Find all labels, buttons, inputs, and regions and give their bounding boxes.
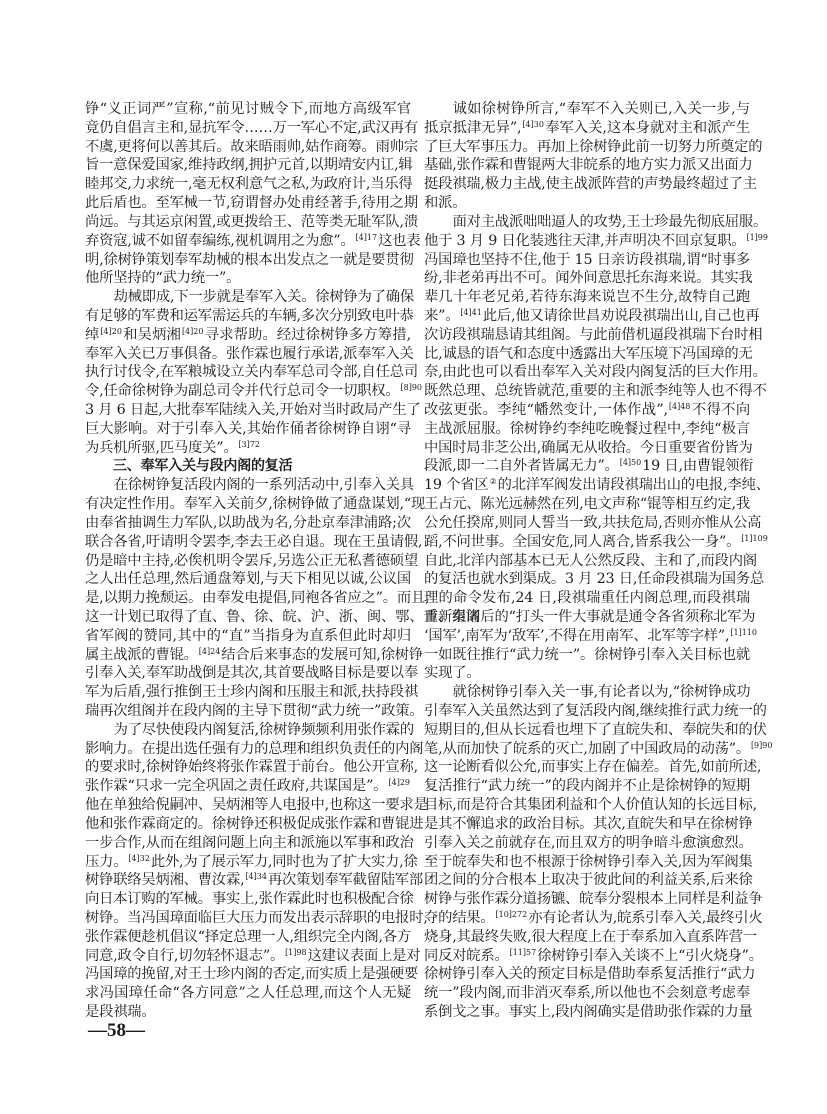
- text-segment: 三、奉军入关与段内阁的复活: [113, 458, 293, 475]
- text-line: [424, 138, 763, 157]
- citation-superscript: [1]99: [746, 232, 768, 242]
- text-line: [424, 288, 750, 307]
- citation-superscript: [4]30: [522, 119, 544, 129]
- text-segment: 再次策划奉军截留陆军部: [267, 872, 424, 889]
- text-line: [424, 646, 750, 665]
- text-line: [424, 1003, 753, 1022]
- text-segment: 王占元、陈光远赫然在列,电文声称“锟等相互约定,我: [424, 496, 750, 513]
- text-segment: 睦邦交,力求统一,毫无权利意气之私,为政府计,当乐得: [85, 176, 413, 193]
- text-line: [424, 834, 753, 853]
- text-line: [85, 909, 428, 928]
- text-segment: 此后盾也。至军械一节,窃谓督办处甫经著手,待用之期: [85, 195, 418, 212]
- text-segment: 统一”段内阁,而非消灭奉系,所以他也不会刻意考虑奉: [424, 985, 750, 1002]
- text-segment: 树铮。当冯国璋面临巨大压力而发出表示辞职的电报时,: [85, 909, 428, 926]
- text-segment: 挺段祺瑞,极力主战,使主战派阵营的声势最终超过了主: [424, 176, 757, 193]
- citation-superscript: [11]57: [509, 947, 537, 957]
- text-segment: 奉军入关,这本身就对主和派产生: [544, 119, 750, 136]
- text-segment: 就徐树铮引奉入关一事,有论者以为,“徐树铮成功: [452, 684, 751, 701]
- text-line: [85, 853, 418, 872]
- text-line: [85, 382, 422, 401]
- text-line: [85, 138, 418, 157]
- citation-superscript: [4]20: [100, 326, 122, 336]
- text-line: [85, 947, 421, 966]
- text-segment: 此外,为了展示军力,同时也为了扩大实力,徐: [150, 853, 418, 870]
- text-line: [424, 608, 756, 627]
- text-line: [85, 533, 423, 552]
- right-column: [424, 100, 773, 1022]
- text-line: [85, 834, 414, 853]
- text-segment: 基础,张作霖和曹锟两大非皖系的地方实力派又出面力: [424, 157, 753, 174]
- text-segment: 19 个省区: [424, 477, 489, 494]
- text-line: [85, 213, 418, 232]
- text-line: [85, 740, 424, 759]
- text-line: [85, 570, 411, 589]
- text-line: [85, 119, 418, 138]
- text-line: [424, 439, 753, 458]
- text-line: [424, 232, 768, 251]
- section-heading: [85, 457, 411, 476]
- text-segment: 系倒戈之事。事实上,段内阁确实是借助张作霖的力量: [424, 1004, 753, 1020]
- citation-superscript: [4]20: [181, 326, 204, 336]
- text-segment: 一如既往推行“武力统一”。徐树铮引奉入关目标也就: [424, 646, 750, 663]
- text-line: [424, 815, 753, 834]
- text-line: [424, 533, 768, 552]
- text-line: [85, 646, 423, 665]
- text-segment: 绰: [85, 326, 100, 343]
- text-line: [85, 815, 424, 834]
- text-line: [85, 777, 411, 796]
- text-segment: 由奉省抽调生力军队,以助战为名,分赴京奉津浦路;次: [85, 514, 411, 531]
- text-line: [424, 796, 757, 815]
- text-segment: 蹈,不问世事。全国安危,同人离合,皆系我公一身”。: [424, 533, 741, 550]
- text-line: [424, 251, 750, 270]
- text-line: [424, 326, 763, 345]
- citation-superscript: [4]48: [668, 402, 691, 411]
- text-line: [85, 702, 424, 721]
- text-segment: 纷,非老弟再出不可。闻外间意思托东海来说。其实我: [424, 270, 753, 287]
- text-segment: 目标,而是符合其集团利益和个人价值认知的长远目标,: [424, 797, 757, 814]
- text-line: [424, 156, 753, 175]
- text-segment: 巨大影响。对于引奉入关,其始作俑者徐树铮自诩“寻: [85, 420, 411, 437]
- text-line: [85, 420, 411, 439]
- text-segment: 令,任命徐树铮为副总司令并代行总司令一切职权。: [85, 383, 400, 400]
- text-line: [424, 213, 768, 232]
- text-segment: 诚如徐树铮所言,“奉军不入关则已,入关一步,与: [452, 101, 750, 117]
- text-segment: 属主战派的曹锟。: [85, 646, 198, 663]
- text-line: [424, 476, 770, 495]
- text-segment: 至于皖奉失和也不根源于徐树铮引奉入关,因为军阀集: [424, 853, 753, 870]
- citation-superscript: [10]272: [495, 909, 528, 919]
- citation-superscript: [1]109: [741, 533, 768, 543]
- text-segment: 他和张作霖商定的。徐树铮还积极促成张作霖和曹锟进: [85, 815, 424, 832]
- text-line: [85, 1003, 411, 1022]
- text-segment: 求冯国璋任命“各方同意”之人任总理,而这个人无疑: [85, 985, 411, 1002]
- text-line: [85, 871, 424, 890]
- text-line: [85, 495, 426, 514]
- text-line: [424, 457, 754, 476]
- text-segment: 奈,由此也可以看出奉军入关对段内阁复活的巨大作用。: [424, 364, 767, 381]
- text-line: [85, 683, 418, 702]
- text-line: [85, 514, 411, 533]
- text-line: [85, 100, 411, 119]
- citation-superscript: [4]24: [198, 646, 221, 656]
- text-segment: 不得不向: [691, 402, 750, 418]
- text-line: [424, 928, 757, 947]
- text-line: [424, 175, 757, 194]
- text-line: [424, 570, 765, 589]
- text-segment: 是,以期力挽颓运。由奉发电提倡,同袍各省应之”。而且,: [85, 590, 430, 607]
- text-line: [424, 758, 762, 777]
- text-segment: 这一论断看似公允,而事实上存在偏差。首先,如前所述,: [424, 759, 762, 776]
- text-segment: 抵京抵津无异”,: [424, 119, 522, 136]
- text-line: [424, 664, 750, 683]
- text-segment: ‘国军’,南军为‘敌军’,不得在用南军、北军等字样”,: [424, 627, 730, 644]
- text-segment: 徐树铮引奉入关谈不上“引火烧身”。: [537, 947, 763, 964]
- text-segment: 为了尽快使段内阁复活,徐树铮频频利用张作霖的: [113, 721, 414, 738]
- text-segment: 复活推行“武力统一”的段内阁并不止是徐树铮的短期: [424, 778, 750, 795]
- text-segment: 军为后盾,强行推倒王士珍内阁和压服主和派,扶持段祺: [85, 684, 418, 701]
- text-segment: 铮“义正词严”宣称,“前见讨贼令下,而地方高级军官: [85, 101, 411, 117]
- text-segment: 不虞,更将何以善其后。故来晤雨帅,姑作商筹。雨帅宗: [85, 138, 418, 155]
- text-segment: 的要求时,徐树铮始终将张作霖置于前台。他公开宣称,: [85, 759, 418, 776]
- text-segment: 中国时局非芝公出,确属无从收拾。今日重要省份皆为: [424, 439, 753, 456]
- text-line: [424, 683, 750, 702]
- text-segment: 既然总理、总统皆就范,重要的主和派李纯等人也不得不: [424, 383, 767, 400]
- text-segment: 影响力。在提出选任强有力的总理和组织负责任的内阁: [85, 740, 424, 757]
- citation-superscript: [4]32: [128, 853, 150, 863]
- text-segment: 省军阀的赞同,其中的“直”当指身为直系但此时却归: [85, 627, 411, 644]
- text-line: [85, 194, 418, 213]
- text-line: [424, 194, 750, 213]
- text-segment: 他在单独给倪嗣冲、吴炳湘等人电报中,也称这一要求是: [85, 797, 428, 814]
- citation-superscript: [9]90: [750, 740, 773, 750]
- text-line: [424, 984, 750, 1003]
- text-segment: 这也表: [378, 232, 421, 249]
- text-line: [424, 627, 757, 646]
- text-segment: 同意,政令自行,切勿轻怀退志”。: [85, 947, 285, 964]
- text-segment: 张作霖便趁机倡议“择定总理一人,组织完全内阁,各方: [85, 928, 411, 945]
- text-line: [85, 476, 414, 495]
- text-line: [424, 890, 763, 909]
- text-segment: 短期目的,但从长远看也埋下了直皖失和、奉皖失和的伏: [424, 721, 767, 738]
- text-line: [424, 100, 750, 119]
- text-line: [85, 307, 414, 326]
- text-segment: 明,徐树铮策划奉军劫械的根本出发点之一就是要贯彻: [85, 251, 414, 268]
- text-segment: 竟仍自倡言主和,显抗军令……万一军心不定,武汉再有: [85, 119, 418, 136]
- text-segment: 19 日,由曹锟领衔: [642, 458, 754, 475]
- text-segment: 联合各省,吁请明令罢李,李去王必自退。现在王虽请假,: [85, 533, 423, 550]
- citation-superscript: [4]50: [619, 458, 642, 468]
- text-line: [85, 345, 414, 364]
- text-segment: 主战派屈服。徐树铮约李纯吃晚餐过程中,李纯“极言: [424, 420, 750, 437]
- text-segment: 有决定性作用。奉军入关前夕,徐树铮做了通盘谋划,“现: [85, 496, 426, 513]
- text-line: [424, 269, 753, 288]
- text-line: [424, 420, 750, 439]
- text-line: [424, 363, 767, 382]
- text-segment: 辈几十年老兄弟,若待东海来说岂不生分,故特自己跑: [424, 289, 750, 306]
- text-line: [85, 156, 411, 175]
- text-line: [85, 664, 418, 683]
- text-segment: 是其不懈追求的政治目标。其次,直皖失和早在徐树铮: [424, 815, 753, 832]
- text-segment: 有足够的军费和运军需运兵的车辆,多次分别致电叶恭: [85, 307, 414, 324]
- text-line: [85, 721, 414, 740]
- text-segment: 团之间的分合根本上取决于彼此间的利益关系,后来徐: [424, 872, 753, 889]
- text-line: [424, 740, 773, 759]
- text-line: [85, 269, 411, 288]
- text-segment: 笔,从而加快了皖系的灭亡,加剧了中国政局的动荡”。: [424, 740, 750, 757]
- text-line: [85, 175, 411, 194]
- text-line: [85, 589, 430, 608]
- text-segment: 改弦更张。李纯“幡然变计,一体作战”,: [424, 402, 668, 418]
- text-line: [85, 326, 411, 345]
- text-segment: 是段祺瑞。: [85, 1004, 156, 1020]
- text-segment: 他所坚持的“武力统一”。: [85, 270, 241, 287]
- text-line: [85, 758, 418, 777]
- text-segment: 向日本订购的军械。事实上,张作霖此时也积极配合徐: [85, 891, 414, 908]
- text-line: [85, 984, 411, 1003]
- text-line: [85, 608, 480, 627]
- citation-superscript: [4]17: [355, 232, 378, 242]
- text-segment: 面对主战派咄咄逼人的攻势,王士珍最先彻底屈服。: [452, 213, 768, 230]
- text-segment: 了巨大军事压力。再加上徐树铮此前一切努力所奠定的: [424, 138, 763, 155]
- text-line: [85, 439, 411, 458]
- text-segment: 重新组阁后的“打头一件大事就是通令各省须称北军为: [424, 608, 756, 625]
- text-segment: 来”。: [424, 307, 460, 324]
- citation-superscript: [3]72: [238, 439, 260, 449]
- text-segment: 此后,他又请徐世昌劝说段祺瑞出山,自己也再: [482, 307, 760, 324]
- text-segment: 公允任揆席,则同人誓当一致,共扶危局,否则亦惟从公高: [424, 514, 762, 531]
- text-segment: 他于 3 月 9 日化装逃往天津,并声明决不回京复职。: [424, 232, 746, 249]
- text-line: [85, 288, 414, 307]
- text-segment: 在徐树铮复活段内阁的一系列活动中,引奉入关具: [113, 477, 414, 494]
- text-segment: 的北洋军阀发出请段祺瑞出山的电报,李纯、: [497, 477, 770, 494]
- text-line: [424, 119, 750, 138]
- citation-superscript: [4]41: [460, 307, 482, 317]
- text-segment: 冯国璋的挽留,对王士珍内阁的否定,而实质上是强硬要: [85, 966, 418, 983]
- text-segment: 尚远。与其运京闲置,或更拨给王、范等类无耻军队,溃: [85, 213, 418, 230]
- text-line: [85, 232, 421, 251]
- text-segment: 夺的结果。: [424, 909, 495, 926]
- text-line: [424, 702, 767, 721]
- text-segment: 旨一意保爱国家,维持政纲,拥护元首,以期靖安内讧,辑: [85, 157, 413, 174]
- text-segment: 树铮与张作霖分道扬镳、皖奉分裂根本上同样是利益争: [424, 891, 763, 908]
- text-segment: 冯国璋也坚持不住,他于 15 日亲访段祺瑞,谓“时事多: [424, 251, 750, 268]
- text-segment: 引奉入关,奉军助战倒是其次,其首要战略目标是要以奉: [85, 665, 418, 682]
- page-number: —58—: [88, 1020, 145, 1041]
- text-segment: 和派。: [424, 195, 467, 212]
- citation-superscript: [8]90: [400, 383, 422, 393]
- text-segment: 段派,即一二自外者皆属无力”。: [424, 458, 619, 475]
- text-line: [424, 777, 750, 796]
- text-segment: 寻求帮助。经过徐树铮多方筹措,: [204, 326, 411, 343]
- text-segment: 瑞再次组阁并在段内阁的主导下贯彻“武力统一”政策。: [85, 703, 424, 719]
- text-line: [85, 251, 414, 270]
- text-segment: 为兵机所驱,匹马度关”。: [85, 439, 238, 456]
- text-segment: 引奉军入关虽然达到了复活段内阁,继续推行武力统一的: [424, 703, 767, 719]
- text-segment: 亦有论者认为,皖系引奉入关,最终引火: [528, 909, 763, 926]
- text-segment: 比,诚恳的语气和态度中透露出大军压境下冯国璋的无: [424, 345, 753, 362]
- text-segment: 实现了。: [424, 665, 481, 682]
- text-segment: 次访段祺瑞恳请其组阁。与此前借机逼段祺瑞下台时相: [424, 326, 763, 343]
- text-segment: 一步合作,从而在组阁问题上向主和派施以军事和政治: [85, 834, 414, 851]
- text-segment: 引奉入关之前就存在,而且双方的明争暗斗愈演愈烈。: [424, 834, 753, 851]
- text-segment: 树铮联络吴炳湘、曹汝霖,: [85, 872, 245, 889]
- text-segment: 劫械即成,下一步就是奉军入关。徐树铮为了确保: [113, 289, 414, 306]
- text-line: [85, 627, 411, 646]
- text-line: [424, 947, 763, 966]
- text-segment: 之人出任总理,然后通盘筹划,与天下相见以诚,公议国: [85, 571, 411, 588]
- text-line: [85, 796, 428, 815]
- text-segment: 弃资寇,诚不如留奉编练,视机调用之为愈”。: [85, 232, 355, 249]
- text-line: [85, 928, 411, 947]
- text-line: [85, 890, 414, 909]
- citation-superscript: [1]110: [730, 627, 757, 637]
- text-line: [424, 495, 750, 514]
- text-line: [424, 721, 767, 740]
- text-line: [85, 552, 418, 571]
- text-segment: 结合后来事态的发展可知,徐树铮: [221, 646, 423, 663]
- text-segment: 奉军入关已万事俱备。张作霖也履行承诺,派奉军入关: [85, 345, 414, 362]
- text-line: [85, 401, 421, 420]
- text-segment: 仍是暗中主持,必俟机明令罢斥,另选公正无私耆德硕望: [85, 552, 418, 569]
- text-segment: 3 月 6 日起,大批奉军陆续入关,开始对当时政局产生了: [85, 402, 421, 418]
- text-line: [424, 909, 763, 928]
- text-segment: 这建议表面上是对: [307, 947, 421, 964]
- text-segment: 自此,北洋内部基本已无人公然反段、主和了,而段内阁: [424, 552, 757, 569]
- text-line: [85, 965, 418, 984]
- text-line: [424, 307, 760, 326]
- text-segment: 压力。: [85, 853, 128, 870]
- text-segment: 的复活也就水到渠成。3 月 23 日,任命段祺瑞为国务总: [424, 571, 765, 588]
- text-line: [424, 345, 753, 364]
- text-segment: 张作霖“只求一完全巩固之责任政府,共谋国是”。: [85, 778, 388, 795]
- text-segment: 这一计划已取得了直、鲁、徐、皖、沪、浙、闽、鄂、晋、秦诸: [85, 608, 480, 625]
- text-segment: 执行讨伐令,在军粮城设立关内奉军总司令部,自任总司: [85, 364, 418, 381]
- text-segment: 和吴炳湘: [122, 326, 181, 343]
- text-segment: 同反对皖系。: [424, 947, 509, 964]
- text-line: [424, 514, 762, 533]
- text-segment: 徐树铮引奉入关的预定目标是借助奉系复活推行“武力: [424, 966, 756, 983]
- text-segment: 理的命令发布,24 日,段祺瑞重任内阁总理,而段祺瑞: [424, 590, 750, 607]
- citation-superscript: [4]34: [245, 872, 267, 882]
- text-line: [424, 853, 753, 872]
- text-line: [424, 401, 750, 420]
- text-segment: 烧身,其最终失败,很大程度上在于奉系加入直系阵营一: [424, 928, 757, 945]
- citation-superscript: [4]29: [388, 778, 410, 788]
- text-line: [85, 363, 418, 382]
- citation-superscript: ②: [489, 477, 497, 487]
- text-line: [424, 589, 750, 608]
- text-line: [424, 965, 756, 984]
- text-line: [424, 382, 767, 401]
- citation-superscript: [1]98: [285, 947, 307, 957]
- text-line: [424, 871, 753, 890]
- text-line: [424, 552, 757, 571]
